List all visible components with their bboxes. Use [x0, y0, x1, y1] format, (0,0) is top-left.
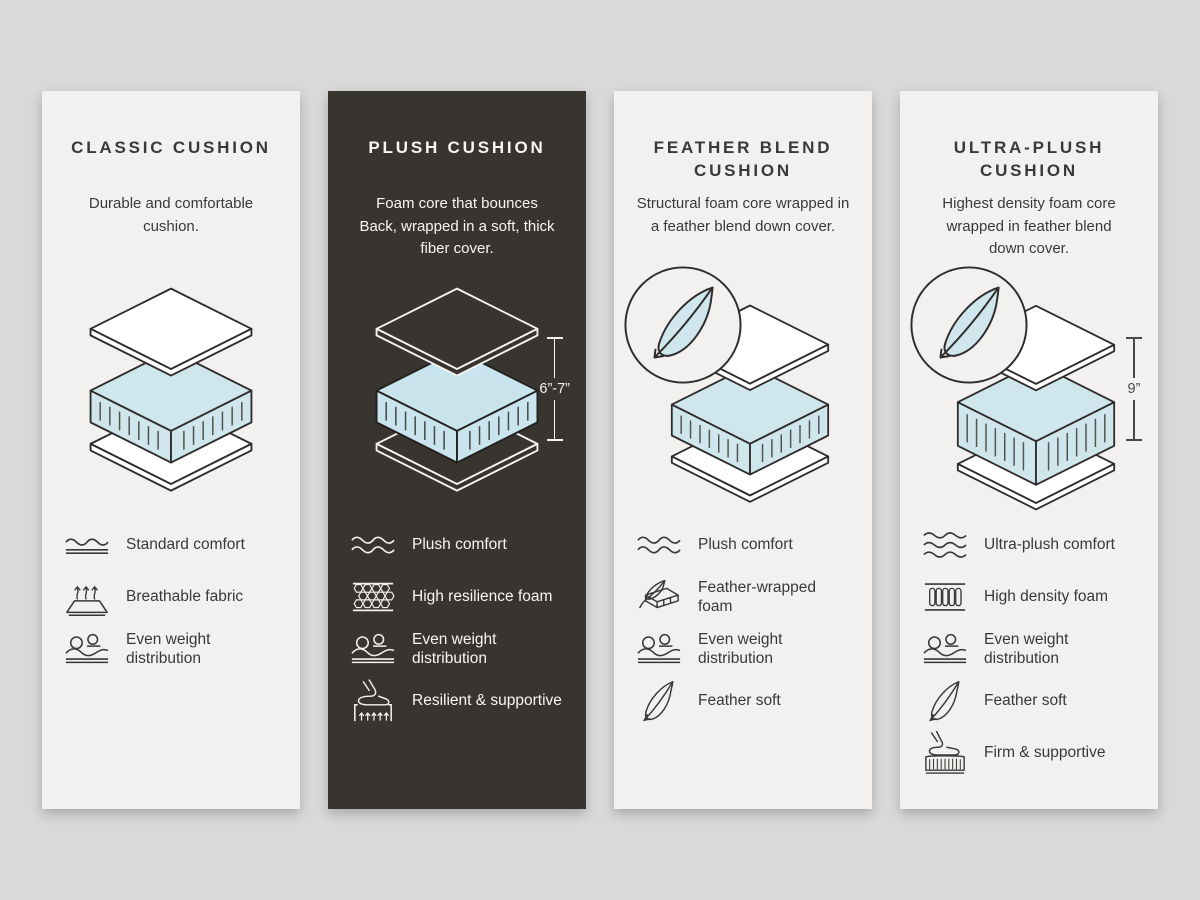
height-measurement-label: 6”-7”: [539, 381, 570, 397]
height-measurement-label: 9”: [1127, 381, 1141, 397]
card-plush-cushion: [328, 91, 586, 809]
cushion-layers-illustration: [68, 283, 274, 500]
feature-row: [350, 627, 564, 671]
feature-row: [350, 575, 564, 619]
measure-line: [1133, 339, 1135, 378]
card-title: PLUSH CUSHION: [368, 138, 546, 157]
wave-double-icon: [636, 523, 682, 567]
wave-triple-icon: [922, 523, 968, 567]
feather-icon: [922, 679, 968, 723]
card-classic-cushion: [42, 91, 300, 809]
feather-wrapped-foam-icon: [636, 575, 682, 619]
high-density-foam-icon: [922, 575, 968, 619]
feature-row: [922, 627, 1136, 671]
measure-cap-bottom: [1126, 439, 1142, 441]
feature-label: Feather soft: [698, 692, 781, 710]
card-title: FEATHER BLEND CUSHION: [653, 138, 833, 180]
feature-row: [636, 575, 850, 619]
card-description: Durable and comfortable cushion.: [88, 195, 254, 235]
feature-row: [922, 523, 1136, 567]
feature-label: Breathable fabric: [126, 588, 244, 606]
measure-line: [1133, 400, 1135, 439]
breathable-fabric-icon: [64, 575, 110, 619]
feature-label: Even weight distribution: [698, 630, 783, 667]
measure-line: [554, 339, 556, 378]
feature-label: High density foam: [984, 588, 1109, 606]
feature-row: [922, 575, 1136, 619]
wave-single-icon: [64, 523, 110, 567]
feature-row: [636, 679, 850, 723]
feature-list: [636, 523, 850, 723]
cushion-illustration: [350, 283, 570, 523]
resilient-supportive-icon: [350, 679, 396, 723]
feature-row: [922, 679, 1136, 723]
even-weight-icon: [350, 627, 396, 671]
feature-label: Ultra-plush comfort: [984, 536, 1115, 554]
measure-line: [554, 400, 556, 439]
feature-row: [64, 627, 278, 671]
feature-row: [64, 575, 278, 619]
feature-row: [350, 523, 564, 567]
feature-label: Even weight distribution: [984, 630, 1069, 667]
feature-list: [922, 523, 1136, 775]
feature-label: Even weight distribution: [412, 630, 497, 667]
feature-row: [922, 731, 1136, 775]
feature-label: Feather soft: [984, 692, 1067, 710]
feature-row: [64, 523, 278, 567]
height-measurement: [539, 337, 570, 441]
even-weight-icon: [64, 627, 110, 671]
height-measurement: [1126, 337, 1142, 441]
honeycomb-foam-icon: [350, 575, 396, 619]
feature-label: High resilience foam: [412, 588, 553, 606]
feather-icon: [636, 679, 682, 723]
firm-supportive-icon: [922, 731, 968, 775]
cushion-illustration: [636, 283, 850, 523]
even-weight-icon: [922, 627, 968, 671]
feature-label: Firm & supportive: [984, 744, 1106, 762]
feather-badge-icon: [622, 264, 744, 386]
feature-row: [350, 679, 564, 723]
card-title: CLASSIC CUSHION: [71, 138, 271, 157]
feature-list: [64, 523, 278, 671]
card-description: Foam core that bounces Back, wrapped in a soft, thick fiber cover.: [359, 195, 555, 257]
even-weight-icon: [636, 627, 682, 671]
feature-label: Resilient & supportive: [412, 692, 562, 710]
cushion-illustration: [922, 283, 1141, 523]
feature-row: [636, 523, 850, 567]
feather-badge-icon: [908, 264, 1030, 386]
wave-double-icon: [350, 523, 396, 567]
card-feather-blend-cushion: [614, 91, 872, 809]
card-ultra-plush-cushion: [900, 91, 1158, 809]
feature-label: Feather-wrapped foam: [698, 578, 817, 615]
cushion-layers-illustration: [354, 283, 560, 500]
card-description: Structural foam core wrapped in a feather blend down cover.: [636, 195, 850, 235]
feature-list: [350, 523, 564, 723]
measure-cap-bottom: [547, 439, 563, 441]
feature-label: Even weight distribution: [126, 630, 211, 667]
feature-label: Plush comfort: [412, 536, 507, 554]
card-description: Highest density foam core wrapped in feather blend down cover.: [942, 195, 1116, 257]
feature-row: [636, 627, 850, 671]
feature-label: Plush comfort: [698, 536, 793, 554]
card-title: ULTRA-PLUSH CUSHION: [953, 138, 1105, 180]
feature-label: Standard comfort: [126, 536, 245, 554]
cushion-illustration: [64, 283, 278, 523]
